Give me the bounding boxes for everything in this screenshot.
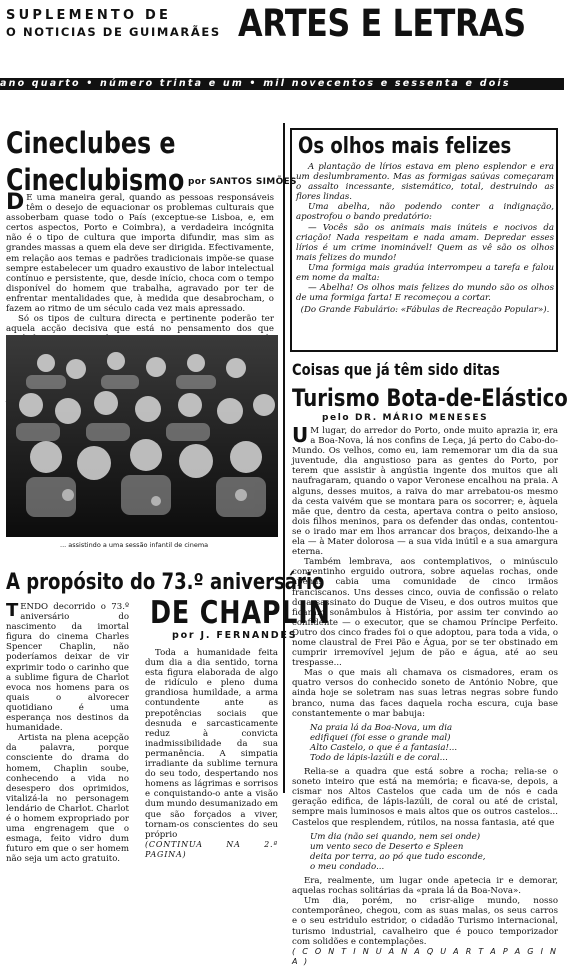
newspaper-name: O NOTICIAS DE GUIMARÃES (6, 25, 221, 39)
poem-1-line: Na praia lá da Boa-Nova, um dia (310, 722, 453, 733)
masthead-title: ARTES E LETRAS (238, 2, 526, 45)
chaplin-byline: por J. FERNANDES (172, 630, 298, 641)
turismo-paragraph-4: Relia-se a quadra que está sobre a rocha; relia-se o soneto inteiro que está na memória; e ficava-se, depois, a cismar nos Altos Castelos que cada um de nós e cada geração edifica, de lápis-lazúli, de coral ou até de cristal, sempre mais luminosos e mais altos que os outros castelos... Castelos que resplendem, rútilos, na nossa fantasia, até que (292, 767, 558, 828)
turismo-title: Turismo Bota-de-Elástico (292, 384, 568, 412)
turismo-byline: pelo DR. MÁRIO MENESES (322, 413, 489, 423)
fable-source: (Do Grande Fabulário: «Fábulas de Recreação Popular»). (300, 305, 550, 316)
poem-2-line: um vento seco de Deserto e Spleen (310, 841, 464, 852)
cinema-audience-photo (6, 335, 278, 537)
turismo-kicker: Coisas que já têm sido ditas (292, 360, 500, 379)
cineclubes-byline: por SANTOS SIMÕES (188, 177, 297, 187)
poem-2-line: deita por terra, ao pó que tudo esconde, (310, 851, 486, 862)
poem-1-line: Alto Castelo, o que é a fantasia!... (310, 742, 458, 753)
turismo-paragraph-3: Mas o que mais ali chamava os cismadores, eram os quatro versos do conhecido soneto de António Nobre, que ainda hoje se soletram nas suas letras negras sobre fundo branco, numa das faces daquela rocha escura, cuja base constantemente o mar babuja: (292, 668, 558, 719)
fable-paragraph-2: Uma abelha, não podendo conter a indignação, apostrofou o bando predatório: (296, 202, 554, 223)
cineclubes-paragraph-1: E uma maneira geral, quando as pessoas responsáveis têm o desejo de equacionar os problemas culturais que assoberbam quase todo o País (exceptue-se Lisboa, e, em certos aspectos, Porto e Coimbra), a verdadeira incógnita não é o tipo de cultura que importa difundir, mas sim as grandes massas a quem ela deve ser dirigida. Efectivamente, em relação aos temas e padrões tradicionais impõe-se quase sempre estabelecer um quadro exaustivo de labor intelectual contínuo e persistente, que, desde início, choca com o tempo disponível do homem que trabalha, agravado por ter de enfrentar mentalidades que, à medida que desabrocham, o fazem ao ritmo de um século cada vez mais apressado. (6, 193, 274, 315)
supplement-label: SUPLEMENTO DE (6, 8, 172, 23)
poem-2-line: Um dia (não sei quando, nem sei onde) (310, 831, 481, 842)
turismo-poem-1 (310, 723, 558, 763)
turismo-paragraph-5: Era, realmente, um lugar onde apetecia ir e demorar, aquelas rochas solitárias da «praia lá da Boa-Nova». (292, 876, 558, 897)
issue-bar: ano quarto • número trinta e um • mil novecentos e sessenta e dois (0, 78, 564, 90)
chaplin-body (145, 648, 278, 859)
chaplin-title: DE CHAPLIN (150, 595, 331, 631)
turismo-body (292, 423, 558, 966)
poem-1-line: edifiquei (foi esse o grande mal) (310, 732, 451, 743)
fable-paragraph-3: — Vocês são os animais mais inúteis e nocivos da criação! Nada respeitam e nada amam. Depredar esses lírios é um crime inominável! Quem as vê são os olhos mais felizes do mundo! (296, 222, 554, 263)
chaplin-continue-note: (CONTINUA NA 2.ª PAGINA) (145, 839, 278, 859)
aniversario-paragraph-1: ENDO decorrido o 73.º aniversário do nascimento da imortal figura do cinema Charles Spencer Chaplin, não poderíamos deixar de vir exprimir todo o carinho que a sublime figura de Charlot evoca nos homens para os quais o alvorecer quotidiano é uma esperança nos destinos da humanidade. (6, 602, 129, 734)
cineclubes-drop-cap: D (6, 190, 25, 215)
fable-body (296, 162, 554, 348)
poem-2-line: o meu condado... (310, 861, 385, 872)
aniversario-body (6, 600, 129, 865)
column-rule (283, 123, 285, 793)
turismo-continue-note: ( C O N T I N U A N A Q U A R T A P A G I N A ) (292, 946, 558, 966)
turismo-paragraph-1: M lugar, do arredor do Porto, onde muito aprazia ir, era a Boa-Nova, lá nos confins de Leça, já perto do Cabo-do-Mundo. Os velhos, como eu, iam rememorar um dia da sua juventude, dia angustioso para as gentes do Porto, por terem que assistir à angústia ingente dos muitos que ali naufragaram, quando o vapor Veronese encalhou na praia. A alguns, desses muitos, a raiva do mar arrebatou-os mesmo da cesta vaivém que se montara para os socorrer; e, àquela mãe que, dentro da cesta, apertava contra o peito ansioso, dois filhos meninos, para os defender das ondas, contentou-se o irado mar em lhos arrancar dos braços, deixando-lhe a ela — à Mater dolorosa — a sua vida inútil e a sua amargura eterna. (292, 426, 558, 558)
turismo-paragraph-6: Um dia, porém, no crisr-alige mundo, nosso contemporâneo, chegou, com as suas malas, os seus carros e o seu estridulo estridor, o cidadão Turismo internacional, turismo industrial, cavalheiro que é pouco temporizador com solidões e contemplações. (292, 896, 558, 947)
aniversario-drop-cap: T (6, 600, 19, 621)
turismo-drop-cap: U (292, 423, 309, 447)
cineclubes-title-line1: Cineclubes e (6, 126, 176, 160)
chaplin-paragraph-1: Toda a humanidade feita dum dia a dia sentido, torna esta figura elaborada de algo de ridículo e pleno duma grandiosa humildade, a arma contundente ante as prepotências sociais que desnuda e sarcasticamente reduz à convicta inadmissibilidade da sua permanência. A simpatia irradiante da sublime ternura do seu todo, despertando nos homens as lágrimas e sorrisos e conquistando-o ante a visão dum mundo desumanizado em que são forçados a viver, tornam-os conscientes do seu próprio (145, 648, 278, 840)
turismo-paragraph-2: Também lembrava, aos contemplativos, o minúsculo conventinho erguido outrora, sobre aquelas rochas, onde apenas cabia uma comunidade de cinco irmãos franciscanos. Uns desses cinco, ouvia de confissão o relato do assassinato do Duque de Viseu, e dos outros muitos que ficaram sonâmbulos à História, por assim ter convindo ao confidente — o executor, que se chamou Príncipe Perfeito. Outro dos cinco frades foi o que adoptou, para toda a vida, o nome claustral de Frei Pão e Água, por se ter obstinado em cumprir irremovível jejum de pão e água, até ao seu trespasse... (292, 557, 558, 669)
fable-title: Os olhos mais felizes (298, 134, 512, 159)
photo-caption: ... assistindo a uma sessão infantil de cinema (60, 541, 209, 549)
cineclubes-title-line2: Cineclubismo (6, 163, 185, 197)
fable-paragraph-1: A plantação de lírios estava em pleno esplendor e era um deslumbramento. Mas as formigas saúvas começaram o assalto incessante, sistemático, total, destruindo as flores lindas. (296, 162, 554, 203)
fable-paragraph-4: Uma formiga mais gradúa interrompeu a tarefa e falou em nome da malta: (296, 262, 554, 284)
aniversario-paragraph-2: Artista na plena acepção da palavra, porque consciente do drama do homem, Chaplin soube, conhecendo a vida no desespero dos oprimidos, vitalizá-la no personagem lendário de Charlot. Charlot é o homem expropriado por uma engrenagem que o esmaga, feito vidro dum futuro em que o ser homem não seja um acto gratuito. (6, 733, 129, 865)
aniversario-title: A propósito do 73.º aniversário (6, 570, 325, 595)
poem-1-line: Todo de lápis-lazúli e de coral... (310, 753, 448, 763)
cineclubes-paragraph-2: Só os tipos de cultura directa e pertinente poderão ter aquela acção decisiva que está no pensamento dos que (6, 314, 274, 335)
turismo-poem-2 (310, 832, 558, 872)
fable-paragraph-5: — Abelha! Os olhos mais felizes do mundo são os olhos de uma formiga farta! E recomeçou a cortar. (296, 283, 554, 304)
